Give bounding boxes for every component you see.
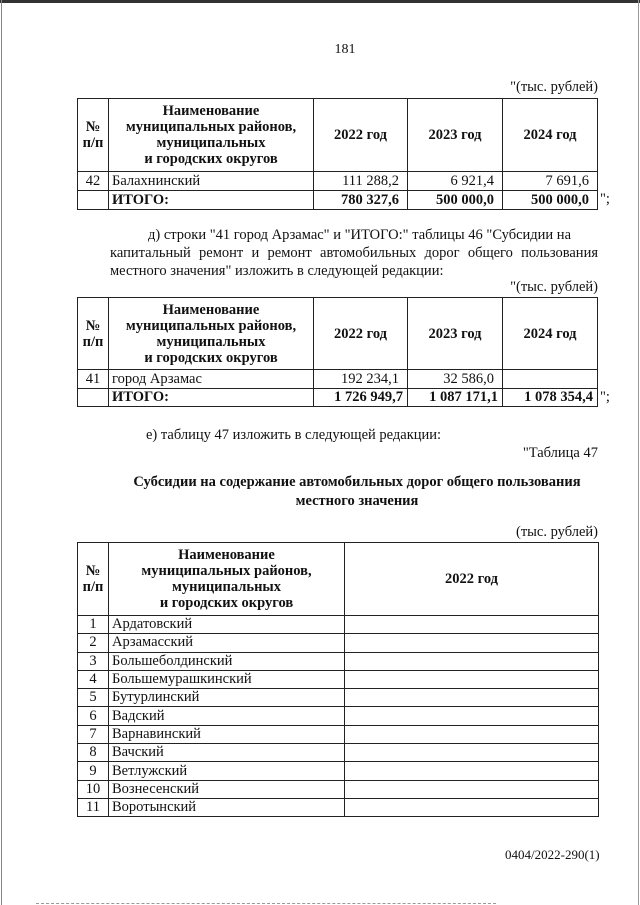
- closing-quote: ";: [600, 191, 610, 207]
- total-label: ИТОГО:: [109, 389, 314, 407]
- total-2022: 1 726 949,7: [314, 389, 408, 407]
- cell-num: 3: [78, 652, 109, 670]
- header-2024: 2024 год: [503, 99, 598, 172]
- table-46: [77, 297, 598, 407]
- header-num: № п/п: [78, 543, 109, 616]
- cell-name: Варнавинский: [109, 725, 345, 743]
- cell-2022: [345, 744, 599, 762]
- cell-name: город Арзамас: [109, 370, 314, 389]
- total-2023: 1 087 171,1: [408, 389, 503, 407]
- header-name: Наименование муниципальных районов, муниципальных и городских округов: [109, 99, 314, 172]
- paragraph-d-line-1: д) строки "41 город Арзамас" и "ИТОГО:" таблицы 46 "Субсидии на: [148, 227, 571, 243]
- paragraph-e: е) таблицу 47 изложить в следующей редакции:: [146, 427, 442, 443]
- table-47-label: "Таблица 47: [522, 445, 598, 461]
- header-2024: 2024 год: [503, 298, 598, 370]
- cell-name: Бутурлинский: [109, 689, 345, 707]
- cell-name: Балахнинский: [109, 172, 314, 191]
- total-2024: 1 078 354,4: [503, 389, 598, 407]
- header-2023: 2023 год: [408, 99, 503, 172]
- cell-2022: 192 234,1: [314, 370, 408, 389]
- header-num: № п/п: [78, 99, 109, 172]
- cell-name: Вачский: [109, 744, 345, 762]
- cell-num: 11: [78, 798, 109, 816]
- cell-2024: [503, 370, 598, 389]
- header-2022: 2022 год: [345, 543, 599, 616]
- total-label: ИТОГО:: [109, 191, 314, 210]
- units-label-46: "(тыс. рублей): [510, 279, 598, 295]
- table-47: [77, 542, 599, 817]
- page-number: 181: [334, 42, 356, 57]
- cell-2022: [345, 652, 599, 670]
- cell-2022: [345, 725, 599, 743]
- cell-name: Воротынский: [109, 798, 345, 816]
- scan-edge-top: [0, 0, 640, 3]
- cell-2024: 7 691,6: [503, 172, 598, 191]
- header-2022: 2022 год: [314, 99, 408, 172]
- cell-2022: [345, 634, 599, 652]
- table-total-row: [78, 389, 598, 407]
- header-2023: 2023 год: [408, 298, 503, 370]
- cell-num-empty: [78, 389, 109, 407]
- cell-num-empty: [78, 191, 109, 210]
- paragraph-d-line-2: капитальный ремонт и ремонт автомобильных дорог общего пользования: [110, 245, 598, 261]
- table-row: [78, 744, 599, 762]
- cell-name: Вадский: [109, 707, 345, 725]
- cell-name: Вознесенский: [109, 780, 345, 798]
- total-2022: 780 327,6: [314, 191, 408, 210]
- cell-2023: 32 586,0: [408, 370, 503, 389]
- units-label-top: "(тыс. рублей): [510, 79, 598, 95]
- table-header-row: [78, 298, 598, 370]
- closing-quote: ";: [600, 389, 610, 405]
- table-47-title-line-1: Субсидии на содержание автомобильных дорог общего пользования: [133, 474, 581, 490]
- table-row: [78, 634, 599, 652]
- total-2024: 500 000,0: [503, 191, 598, 210]
- cell-2022: [345, 762, 599, 780]
- header-name: Наименование муниципальных районов, муниципальных и городских округов: [109, 298, 314, 370]
- cell-name: Большеболдинский: [109, 652, 345, 670]
- units-label-47: (тыс. рублей): [516, 524, 598, 540]
- table-row: [78, 616, 599, 634]
- table-row: [78, 780, 599, 798]
- cell-num: 4: [78, 670, 109, 688]
- cell-num: 10: [78, 780, 109, 798]
- cell-num: 8: [78, 744, 109, 762]
- header-num: № п/п: [78, 298, 109, 370]
- table-header-row: [78, 99, 598, 172]
- table-row: [78, 172, 598, 191]
- table-header-row: [78, 543, 599, 616]
- cell-num: 6: [78, 707, 109, 725]
- cell-2022: [345, 670, 599, 688]
- table-row: [78, 652, 599, 670]
- table-row: [78, 370, 598, 389]
- cell-2022: 111 288,2: [314, 172, 408, 191]
- cell-num: 5: [78, 689, 109, 707]
- table-top: [77, 98, 598, 210]
- cell-2022: [345, 616, 599, 634]
- cell-name: Ардатовский: [109, 616, 345, 634]
- cell-2022: [345, 689, 599, 707]
- cell-name: Арзамасский: [109, 634, 345, 652]
- table-row: [78, 689, 599, 707]
- cell-num: 42: [78, 172, 109, 191]
- header-2022: 2022 год: [314, 298, 408, 370]
- cell-2022: [345, 798, 599, 816]
- document-code: 0404/2022-290(1): [505, 847, 600, 862]
- total-2023: 500 000,0: [408, 191, 503, 210]
- cell-name: Большемурашкинский: [109, 670, 345, 688]
- cell-num: 2: [78, 634, 109, 652]
- cell-num: 9: [78, 762, 109, 780]
- cell-num: 41: [78, 370, 109, 389]
- scan-edge-left: [1, 0, 2, 905]
- table-row: [78, 707, 599, 725]
- cell-2023: 6 921,4: [408, 172, 503, 191]
- table-row: [78, 762, 599, 780]
- header-name: Наименование муниципальных районов, муниципальных и городских округов: [109, 543, 345, 616]
- cell-2022: [345, 780, 599, 798]
- paragraph-d-line-3: местного значения" изложить в следующей редакции:: [110, 263, 444, 279]
- table-row: [78, 798, 599, 816]
- cell-2022: [345, 707, 599, 725]
- table-row: [78, 670, 599, 688]
- cell-name: Ветлужский: [109, 762, 345, 780]
- table-47-title-line-2: местного значения: [295, 493, 419, 509]
- cell-num: 1: [78, 616, 109, 634]
- cell-num: 7: [78, 725, 109, 743]
- scan-edge-right: [638, 0, 639, 905]
- table-total-row: [78, 191, 598, 210]
- table-row: [78, 725, 599, 743]
